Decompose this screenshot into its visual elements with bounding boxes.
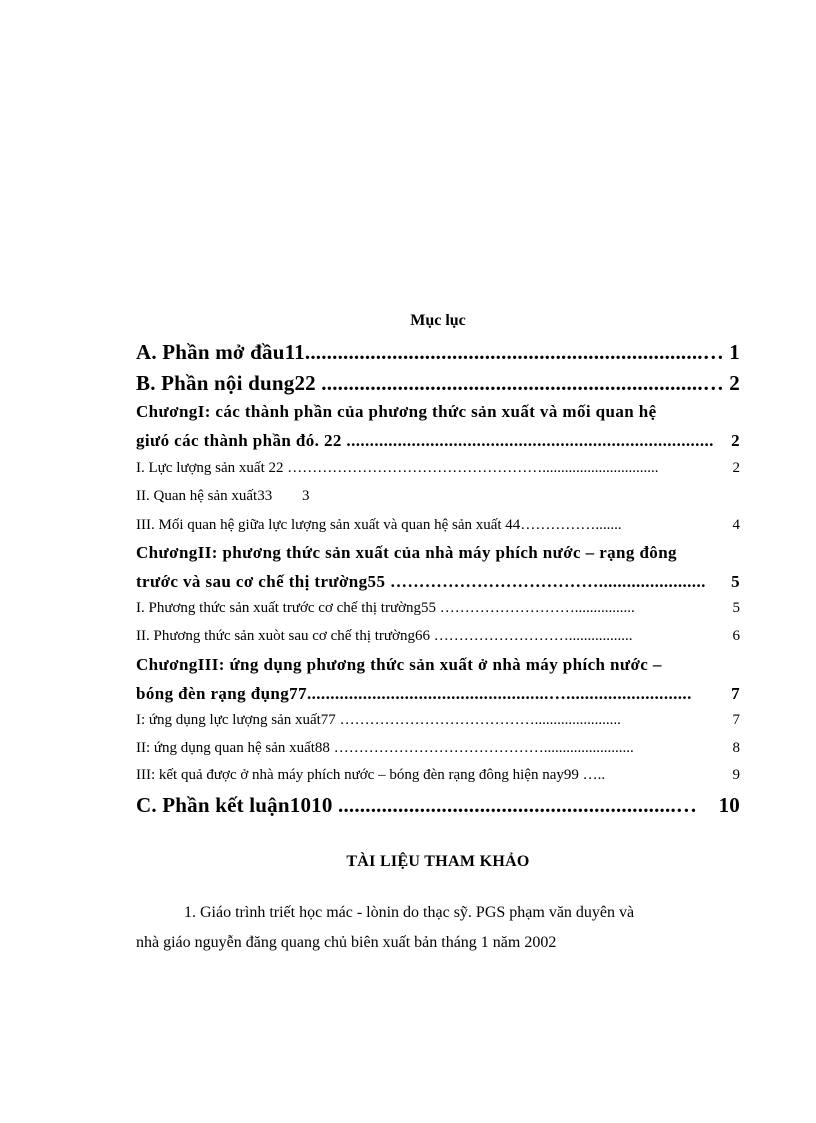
toc-title: Mục lục <box>410 312 466 329</box>
toc-entry-text: III: kết quả được ở nhà máy phích nước – bóng đèn rạng đông hiện nay99 <box>136 767 579 783</box>
toc-leader: .........................................................................… <box>304 340 724 364</box>
toc-entry-3-1 <box>136 712 740 729</box>
toc-page-number: 2 <box>732 460 740 476</box>
toc-entry-text: ChươngI: các thành phần của phương thức sản xuất và mối quan hệ <box>136 402 657 421</box>
toc-leader: ....................................................…........................... <box>306 684 692 703</box>
toc-page-number: 3 <box>301 488 310 504</box>
toc-page-number: 7 <box>732 712 740 728</box>
toc-page-number: 6 <box>732 628 740 644</box>
toc-entry-1-3 <box>136 517 740 534</box>
toc-entry-text: trước và sau cơ chế thị trường55 <box>136 572 386 591</box>
toc-entry-text: giưó các thành phần đó. 22 <box>136 431 342 450</box>
toc-leader: ..............................................................… <box>332 793 698 817</box>
toc-chapter-2-line1 <box>136 543 740 563</box>
toc-entry-text: A. Phần mở đầu11 <box>136 340 305 364</box>
toc-entry-c <box>136 793 740 818</box>
toc-leader: ……………....... <box>520 517 622 533</box>
toc-entry-text: B. Phần nội dung22 <box>136 371 316 395</box>
references-title: TÀI LIỆU THAM KHẢO <box>346 853 530 870</box>
toc-leader: ………………………................ <box>436 600 635 616</box>
toc-entry-text: II. Quan hệ sản xuất33 <box>136 488 273 504</box>
toc-entry-text: II. Phương thức sản xuòt sau cơ chế thị trường66 <box>136 628 430 644</box>
references-list <box>136 898 740 958</box>
toc-chapter-1-line1 <box>136 402 740 422</box>
toc-page-number: 8 <box>732 740 740 756</box>
toc-leader: …………………………………....................... <box>335 712 621 728</box>
toc-page-number: 1 <box>729 340 740 364</box>
toc-leader: ……………………………………........................ <box>329 740 634 756</box>
toc-entry-text: I. Phương thức sản xuất trước cơ chế thị trường55 <box>136 600 437 616</box>
toc-page-number: 10 <box>718 793 740 817</box>
toc-leader: ….. <box>578 767 606 783</box>
toc-page-number: 7 <box>731 684 740 703</box>
toc-page-number: 4 <box>732 517 740 533</box>
toc-entry-text: ChươngII: phương thức sản xuất của nhà máy phích nước – rạng đông <box>136 543 677 562</box>
toc-page-number: 9 <box>732 767 740 783</box>
toc-entry-text: C. Phần kết luận1010 <box>136 793 333 817</box>
toc-page-number: 2 <box>731 431 740 450</box>
toc-entry-a <box>136 340 740 365</box>
toc-entry-text: ChươngIII: ứng dụng phương thức sản xuất ở nhà máy phích nước – <box>136 655 662 674</box>
toc-chapter-3-line1 <box>136 655 740 675</box>
toc-entry-text: III. Mối quan hệ giữa lực lượng sản xuất và quan hệ sản xuất 44 <box>136 517 521 533</box>
toc-entry-text: I: ứng dụng lực lượng sản xuất77 <box>136 712 336 728</box>
reference-text: 1. Giáo trình triết học mác - lònin do thạc sỹ. PGS phạm văn duyên và <box>184 904 635 921</box>
toc-entry-b <box>136 371 740 396</box>
toc-chapter-2-line2 <box>136 572 740 592</box>
toc-page-number: 2 <box>729 371 740 395</box>
toc-page-number: 5 <box>731 572 740 591</box>
reference-item-line2: nhà giáo nguyễn đăng quang chủ biên xuất bản tháng 1 năm 2002 <box>136 934 557 951</box>
toc-page-number: 5 <box>732 600 740 616</box>
toc-entry-text: II: ứng dụng quan hệ sản xuất88 <box>136 740 330 756</box>
toc-leader: ............................................................................... <box>341 431 714 450</box>
reference-item-line1 <box>136 898 740 928</box>
toc-entry-1-1 <box>136 460 740 477</box>
toc-entry-text: I. Lực lượng sản xuất 22 <box>136 460 284 476</box>
toc-leader: ………………………………....................... <box>385 572 706 591</box>
toc-entry-2-2 <box>136 628 740 645</box>
toc-entry-3-3 <box>136 767 740 784</box>
toc-entry-2-1 <box>136 600 740 617</box>
toc-leader: ……………………………………………............................... <box>283 460 659 476</box>
toc-leader: ......................................................................… <box>315 371 725 395</box>
toc-chapter-1-line2 <box>136 431 740 451</box>
toc-leader: ………………………................. <box>429 628 633 644</box>
toc-entry-text: bóng đèn rạng đụng77 <box>136 684 307 703</box>
toc-chapter-3-line2 <box>136 684 740 704</box>
toc-entry-3-2 <box>136 740 740 757</box>
toc-entry-1-2 <box>136 488 740 505</box>
